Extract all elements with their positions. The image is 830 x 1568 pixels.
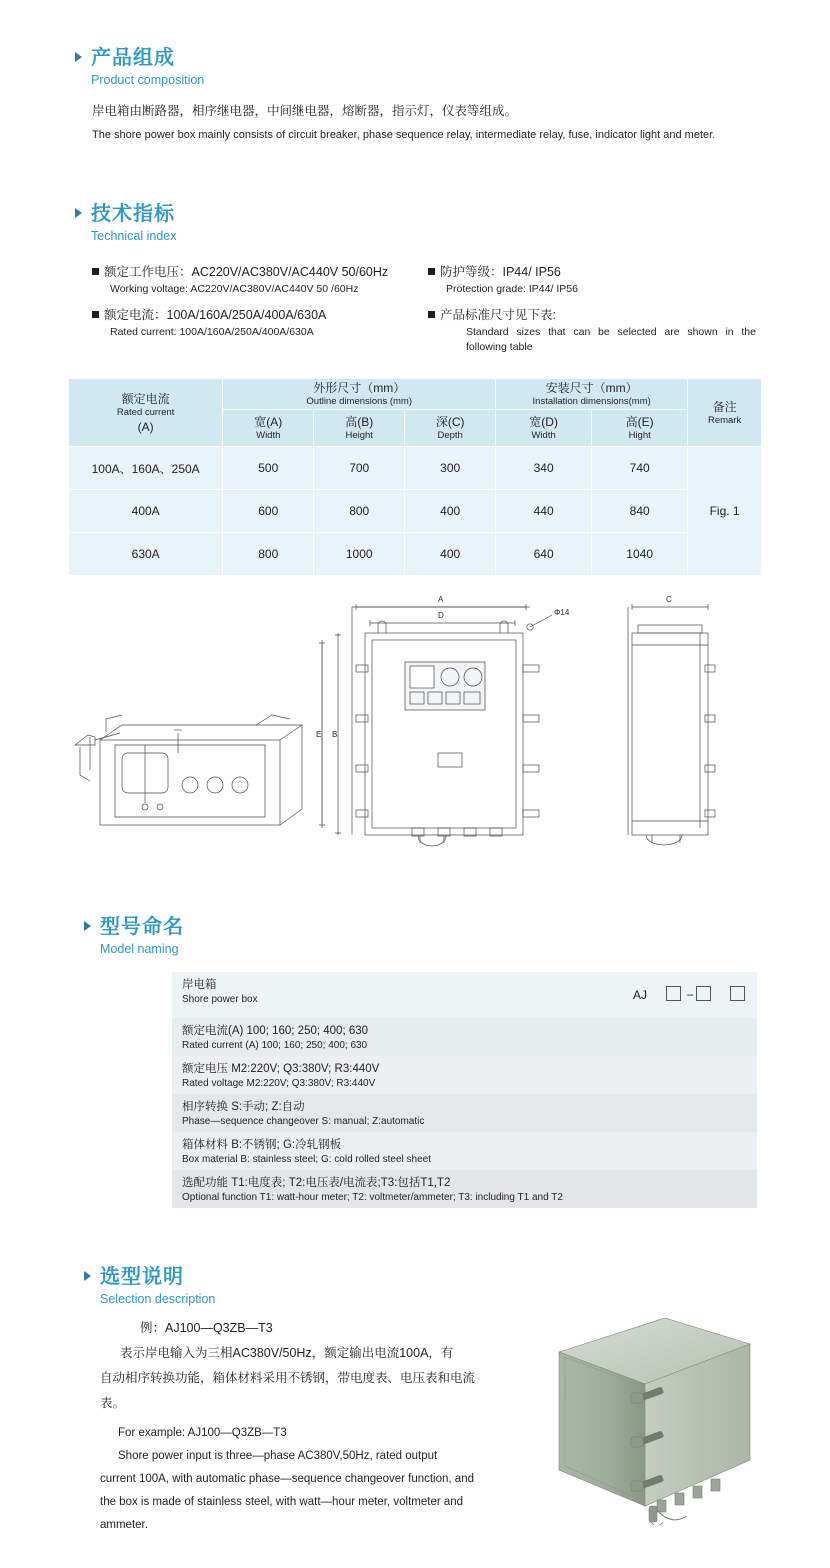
section-title-en: Model naming (100, 942, 179, 956)
cell-width-d: 640 (496, 533, 592, 576)
selection-example-en: For example: AJ100—Q3ZB—T3 (118, 1427, 287, 1439)
th-install-dimensions (496, 379, 688, 410)
spec-table-head (69, 379, 762, 447)
th-remark-cn: 备注 (712, 399, 737, 414)
cell-height-e: 740 (592, 447, 688, 490)
selection-para-cn-2: 自动相序转换功能，箱体材料采用不锈钢，带电度表、电压表和电流 (100, 1371, 476, 1385)
th-install-cn: 安装尺寸（mm） (545, 381, 638, 395)
cell-depth-c: 300 (405, 447, 496, 490)
section-title-cn: 型号命名 (100, 916, 184, 938)
svg-text:C: C (666, 595, 672, 604)
code-placeholder-box-1 (666, 986, 681, 1001)
th-outline-cn: 外形尺寸（mm） (313, 381, 406, 395)
naming-row-cn: 选配功能 T1:电度表; T2:电压表/电流表;T3:包括T1,T2 (182, 1177, 451, 1189)
svg-text:A: A (438, 595, 444, 604)
th-height-e-en: Hight (628, 430, 651, 441)
naming-row-box-material (172, 1132, 757, 1170)
table-row (69, 533, 762, 576)
naming-row-rated-voltage (172, 1056, 757, 1094)
table-row (69, 447, 762, 490)
section-title-en: Technical index (91, 229, 177, 243)
product-composition-cn-text: 岸电箱由断路器，相序继电器，中间继电器，熔断器，指示灯，仪表等组成。 (92, 104, 518, 118)
th-width-a-en: Width (256, 430, 281, 441)
th-width-d-cn: 宽(D) (529, 415, 558, 429)
th-outline-en: Outline dimensions (mm) (306, 396, 413, 407)
selection-para-en-4: ammeter. (100, 1519, 148, 1531)
tech-item-current (92, 305, 326, 323)
cell-height-b: 1000 (314, 533, 405, 576)
triangle-bullet-icon (84, 1271, 91, 1281)
naming-row-en: Rated current (A) 100; 160; 250; 400; 630 (182, 1040, 368, 1051)
model-naming-block (172, 972, 757, 1208)
th-install-en: Installation dimensions(mm) (532, 396, 651, 407)
cell-height-b: 800 (314, 490, 405, 533)
cell-width-a: 800 (223, 533, 314, 576)
th-outline-dimensions (223, 379, 496, 410)
th-depth-c (405, 410, 496, 447)
th-width-a-cn: 宽(A) (254, 415, 283, 429)
section-title-en: Product composition (91, 73, 205, 87)
code-placeholder-box-2 (696, 986, 711, 1001)
svg-text:D: D (438, 611, 444, 620)
th-width-d-en: Width (531, 430, 556, 441)
naming-row-en: Box material B: stainless steel; G: cold rolled steel sheet (182, 1154, 432, 1165)
cell-depth-c: 400 (405, 490, 496, 533)
selection-para-cn-3: 表。 (100, 1396, 126, 1410)
naming-row-rated-current (172, 1018, 757, 1056)
naming-row-phase-sequence (172, 1094, 757, 1132)
square-bullet-icon (92, 311, 99, 318)
section-title-en: Selection description (100, 1292, 216, 1306)
th-remark (688, 379, 762, 447)
selection-example-cn: 例：AJ100—Q3ZB—T3 (140, 1321, 273, 1335)
svg-text:E: E (316, 730, 322, 739)
th-rated-current-en: Rated current (116, 406, 175, 418)
tech-item-voltage-cn: 额定工作电压：AC220V/AC380V/AC440V 50/60Hz (104, 265, 389, 279)
triangle-bullet-icon (75, 52, 82, 62)
th-rated-current (69, 379, 223, 447)
th-depth-c-cn: 深(C) (435, 415, 465, 429)
tech-item-protection (428, 262, 561, 280)
cell-height-e: 1040 (592, 533, 688, 576)
tech-item-voltage-en: Working voltage: AC220V/AC380V/AC440V 50 /60Hz (110, 283, 359, 295)
th-height-e-cn: 高(E) (625, 415, 654, 429)
svg-text:B: B (332, 730, 338, 739)
selection-para-en-2: current 100A, with automatic phase—sequence changeover function, and (100, 1473, 474, 1485)
section-title-cn: 选型说明 (100, 1266, 184, 1288)
naming-row-cn: 相序转换 S:手动; Z:自动 (182, 1101, 305, 1113)
product-composition-en-text: The shore power box mainly consists of circuit breaker, phase sequence relay, intermediate relay, fuse, indicator light and meter. (92, 129, 716, 141)
triangle-bullet-icon (84, 921, 91, 931)
naming-row-en: Rated voltage M2:220V; Q3:380V; R3:440V (182, 1078, 376, 1089)
selection-para-en-1: Shore power input is three—phase AC380V,50Hz, rated output (118, 1450, 438, 1462)
technical-drawing (60, 585, 770, 875)
tech-item-voltage (92, 262, 388, 280)
naming-row-optional-function (172, 1170, 757, 1208)
square-bullet-icon (92, 268, 99, 275)
th-width-a (223, 410, 314, 447)
square-bullet-icon (428, 311, 435, 318)
th-rated-current-unit: (A) (137, 419, 154, 434)
model-code-prefix: AJ (632, 988, 647, 1002)
cell-depth-c: 400 (405, 533, 496, 576)
th-height-b-cn: 高(B) (345, 415, 374, 429)
svg-text:Φ14: Φ14 (554, 608, 570, 617)
th-width-d (496, 410, 592, 447)
cell-remark: Fig. 1 (688, 447, 762, 576)
tech-item-protection-cn: 防护等级：IP44/ IP56 (440, 265, 561, 279)
th-height-b-en: Height (345, 430, 373, 441)
th-height-b (314, 410, 405, 447)
section-technical-index-heading (75, 202, 176, 244)
tech-item-current-cn: 额定电流：100A/160A/250A/400A/630A (104, 308, 327, 322)
tech-item-standard-size (428, 305, 556, 323)
cell-height-e: 840 (592, 490, 688, 533)
cell-height-b: 700 (314, 447, 405, 490)
triangle-bullet-icon (75, 208, 82, 218)
cell-current: 400A (69, 490, 223, 533)
cell-current: 100A、160A、250A (69, 447, 223, 490)
section-title-cn: 技术指标 (91, 203, 175, 225)
tech-item-protection-en: Protection grade: IP44/ IP56 (446, 283, 578, 295)
cell-width-d: 440 (496, 490, 592, 533)
section-selection-heading (84, 1265, 215, 1307)
naming-row-en: Phase—sequence changeover S: manual; Z:automatic (182, 1116, 425, 1127)
naming-row-en: Optional function T1: watt-hour meter; T2: voltmeter/ammeter; T3: including T1 and T2 (182, 1192, 563, 1203)
naming-row-cn: 额定电压 M2:220V; Q3:380V; R3:440V (182, 1063, 380, 1075)
spec-table-body (69, 447, 762, 576)
naming-row-cn: 箱体材料 B:不锈钢; G:冷轧钢板 (182, 1139, 342, 1151)
selection-para-en-3: the box is made of stainless steel, with watt—hour meter, voltmeter and (100, 1496, 464, 1508)
cell-width-d: 340 (496, 447, 592, 490)
section-model-naming-heading (84, 915, 184, 957)
model-code-group: AJ − (633, 986, 745, 1002)
section-product-composition-heading (75, 46, 204, 88)
th-remark-en: Remark (707, 414, 742, 426)
th-depth-c-en: Depth (437, 430, 463, 441)
code-placeholder-box-3 (730, 986, 745, 1001)
cell-width-a: 600 (223, 490, 314, 533)
naming-row-shore-power-box (172, 972, 757, 1018)
spec-table (68, 378, 762, 576)
th-rated-current-cn: 额定电流 (121, 391, 170, 406)
table-row (69, 490, 762, 533)
section-title-cn: 产品组成 (91, 47, 175, 69)
cell-current: 630A (69, 533, 223, 576)
table-header-row (69, 379, 762, 410)
product-photo (545, 1310, 760, 1525)
naming-row-cn: 岸电箱 (182, 979, 217, 991)
naming-row-cn: 额定电流(A) 100; 160; 250; 400; 630 (182, 1025, 369, 1037)
tech-item-standard-size-en: Standard sizes that can be selected are shown in the following table (466, 326, 756, 353)
selection-para-cn-1: 表示岸电输入为三相AC380V/50Hz，额定输出电流100A，有 (120, 1346, 454, 1360)
cell-width-a: 500 (223, 447, 314, 490)
th-height-e (592, 410, 688, 447)
square-bullet-icon (428, 268, 435, 275)
naming-row-en: Shore power box (182, 994, 258, 1005)
tech-item-current-en: Rated current: 100A/160A/250A/400A/630A (110, 326, 314, 338)
tech-item-standard-size-cn: 产品标准尺寸见下表: (440, 308, 556, 322)
